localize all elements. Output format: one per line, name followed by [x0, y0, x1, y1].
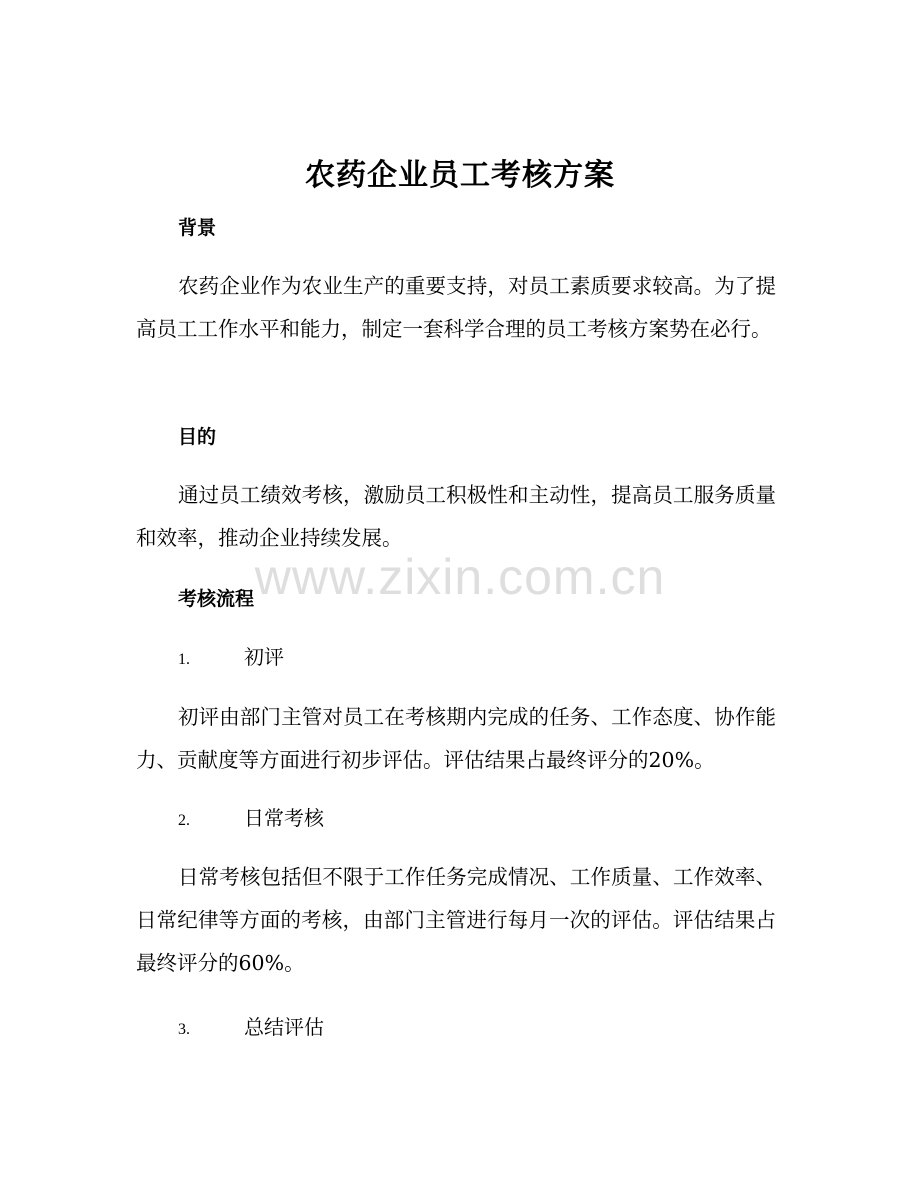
paragraph-background: 农药企业作为农业生产的重要支持，对员工素质要求较高。为了提高员工工作水平和能力，制定一套科学合理的员工考核方案势在必行。	[136, 274, 776, 341]
watermark-text: www.zixin.com.cn	[254, 549, 666, 605]
list-item-summary-evaluation	[178, 1012, 324, 1045]
list-label: 初评	[244, 645, 284, 669]
list-label: 总结评估	[244, 1015, 324, 1039]
document-title: 农药企业员工考核方案	[305, 158, 615, 193]
paragraph-initial-review: 初评由部门主管对员工在考核期内完成的任务、工作态度、协作能力、贡献度等方面进行初步评估。评估结果占最终评分的20%。	[136, 705, 776, 772]
section-heading-purpose: 目的	[178, 426, 217, 448]
paragraph-daily-review: 日常考核包括但不限于工作任务完成情况、工作质量、工作效率、日常纪律等方面的考核，由部门主管进行每月一次的评估。评估结果占最终评分的60%。	[136, 865, 776, 975]
list-number: 2.	[178, 812, 190, 829]
section-heading-process: 考核流程	[178, 588, 255, 610]
section-heading-background: 背景	[178, 217, 217, 239]
list-label: 日常考核	[244, 806, 324, 830]
paragraph-purpose: 通过员工绩效考核，激励员工积极性和主动性，提高员工服务质量和效率，推动企业持续发展。	[136, 483, 776, 550]
list-number: 3.	[178, 1021, 190, 1038]
list-item-daily-review	[178, 803, 324, 836]
list-item-initial-review	[178, 642, 284, 675]
list-number: 1.	[178, 651, 190, 668]
